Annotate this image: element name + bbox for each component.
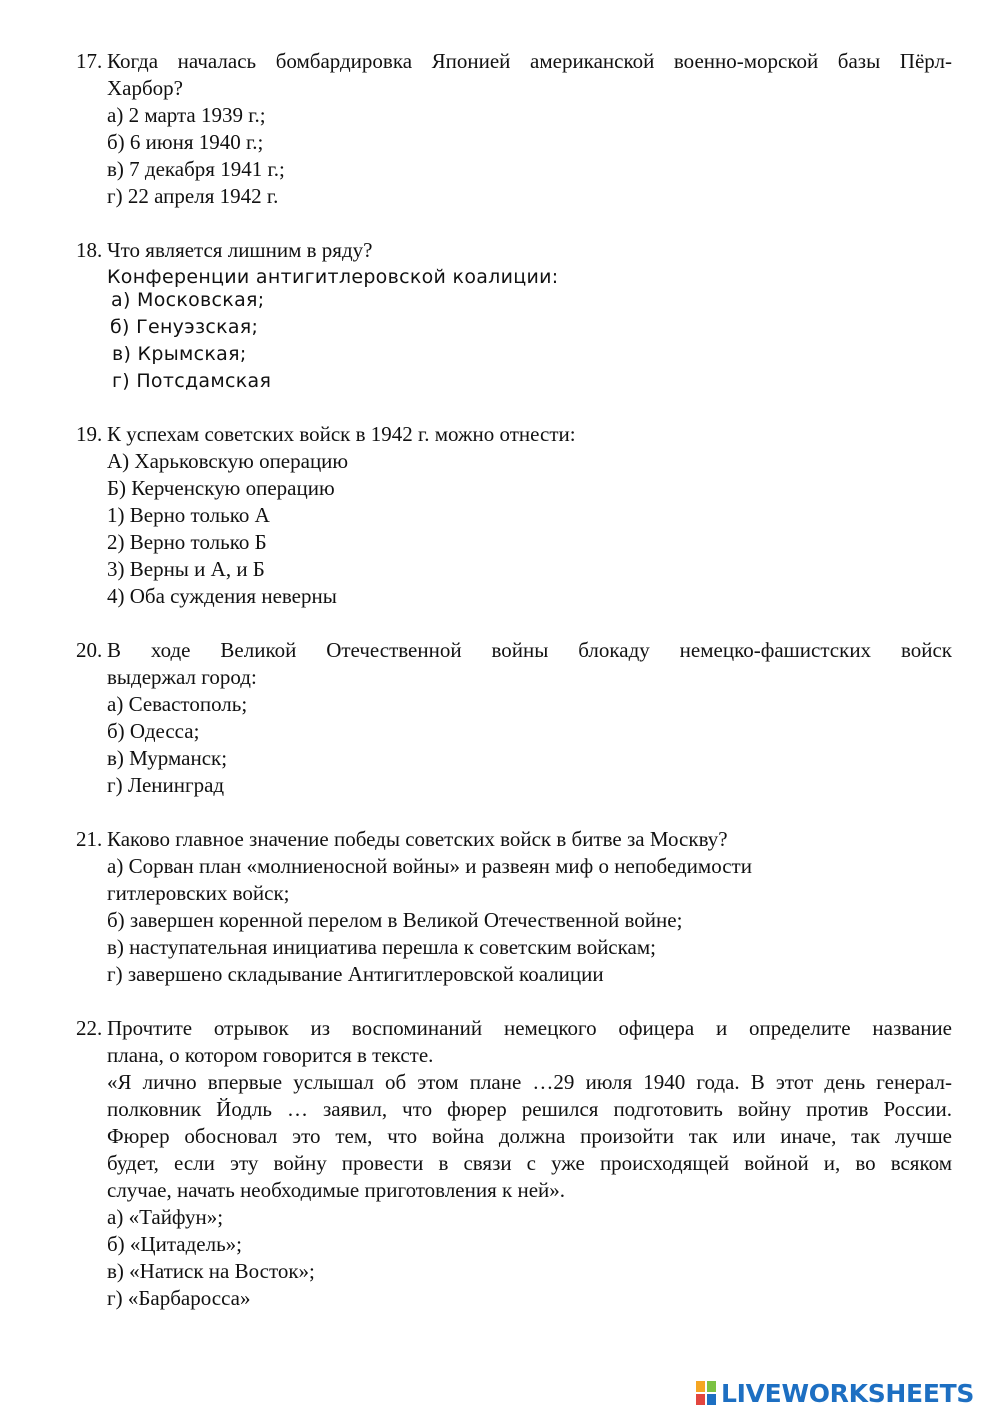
- question-number: 22.: [76, 1016, 103, 1040]
- question-number: 19.: [76, 422, 103, 446]
- question-text: Когда началась бомбардировка Японией американской военно-морской базы Пёрл-: [107, 49, 952, 73]
- question-number: 18.: [76, 238, 103, 262]
- answer-option: в) 7 декабря 1941 г.;: [107, 157, 285, 181]
- answer-option: 2) Верно только Б: [107, 530, 267, 554]
- question-stem: [76, 421, 952, 448]
- quote-line: полковник Йодль … заявил, что фюрер решился подготовить войну против России.: [107, 1097, 952, 1121]
- answer-option: г) «Барбаросса»: [107, 1286, 251, 1310]
- answer-option: в) Крымская;: [112, 343, 247, 365]
- quote-line: будет, если эту войну провести в связи с уже происходящей войной и, во всяком: [107, 1151, 952, 1175]
- question-20: [76, 637, 952, 799]
- answer-option: б) завершен коренной перелом в Великой Отечественной войне;: [107, 908, 683, 932]
- question-stem: [76, 826, 952, 853]
- question-number: 21.: [76, 827, 103, 851]
- answer-option: в) Мурманск;: [107, 746, 228, 770]
- liveworksheets-logo: [695, 1378, 993, 1408]
- answer-option: б) «Цитадель»;: [107, 1232, 242, 1256]
- question-text: Прочтите отрывок из воспоминаний немецкого офицера и определите название: [107, 1016, 952, 1040]
- answer-option: 4) Оба суждения неверны: [107, 584, 337, 608]
- question-21: [76, 826, 952, 988]
- question-stem: [76, 1015, 952, 1042]
- answer-option: а) «Тайфун»;: [107, 1205, 224, 1229]
- question-text: выдержал город:: [107, 665, 257, 689]
- question-text: В ходе Великой Отечественной войны блокаду немецко-фашистских войск: [107, 638, 952, 662]
- liveworksheets-logo-icon: [695, 1380, 717, 1406]
- statement: Б) Керченскую операцию: [107, 476, 335, 500]
- answer-option: б) Генуэзская;: [110, 316, 259, 338]
- quote-line: случае, начать необходимые приготовления к ней».: [107, 1178, 566, 1202]
- statement: А) Харьковскую операцию: [107, 449, 349, 473]
- answer-option: в) наступательная инициатива перешла к советским войскам;: [107, 935, 656, 959]
- answer-option: а) Московская;: [111, 289, 265, 311]
- answer-option: гитлеровских войск;: [107, 881, 290, 905]
- answer-option: б) Одесса;: [107, 719, 200, 743]
- answer-option: а) Севастополь;: [107, 692, 248, 716]
- answer-option: 3) Верны и А, и Б: [107, 557, 265, 581]
- question-18: [76, 237, 952, 395]
- answer-option: г) 22 апреля 1942 г.: [107, 184, 279, 208]
- answer-option: в) «Натиск на Восток»;: [107, 1259, 315, 1283]
- liveworksheets-brand: LIVEWORKSHEETS: [721, 1378, 975, 1408]
- answer-option: г) завершено складывание Антигитлеровской коалиции: [107, 962, 604, 986]
- question-number: 17.: [76, 49, 103, 73]
- question-22: [76, 1015, 952, 1312]
- question-text: Харбор?: [107, 76, 183, 100]
- question-stem: [76, 237, 952, 264]
- question-19: [76, 421, 952, 610]
- answer-option: б) 6 июня 1940 г.;: [107, 130, 264, 154]
- question-17: [76, 48, 952, 210]
- answer-option: г) Ленинград: [107, 773, 225, 797]
- question-stem: [76, 637, 952, 664]
- quote-line: «Я лично впервые услышал об этом плане …29 июля 1940 года. В этот день генерал-: [107, 1070, 952, 1094]
- question-stem: [76, 48, 952, 75]
- question-text: плана, о котором говорится в тексте.: [107, 1043, 434, 1067]
- question-text: Каково главное значение победы советских войск в битве за Москву?: [107, 827, 728, 851]
- answer-option: а) Сорван план «молниеносной войны» и развеян миф о непобедимости: [107, 854, 752, 878]
- question-number: 20.: [76, 638, 103, 662]
- answer-option: а) 2 марта 1939 г.;: [107, 103, 266, 127]
- question-text: Что является лишним в ряду?: [107, 238, 373, 262]
- quote-line: Фюрер обосновал это тем, что война должна произойти так или иначе, так лучше: [107, 1124, 952, 1148]
- question-text: К успехам советских войск в 1942 г. можно отнести:: [107, 422, 576, 446]
- question-text: Конференции антигитлеровской коалиции:: [107, 266, 559, 288]
- answer-option: г) Потсдамская: [112, 370, 272, 392]
- answer-option: 1) Верно только А: [107, 503, 270, 527]
